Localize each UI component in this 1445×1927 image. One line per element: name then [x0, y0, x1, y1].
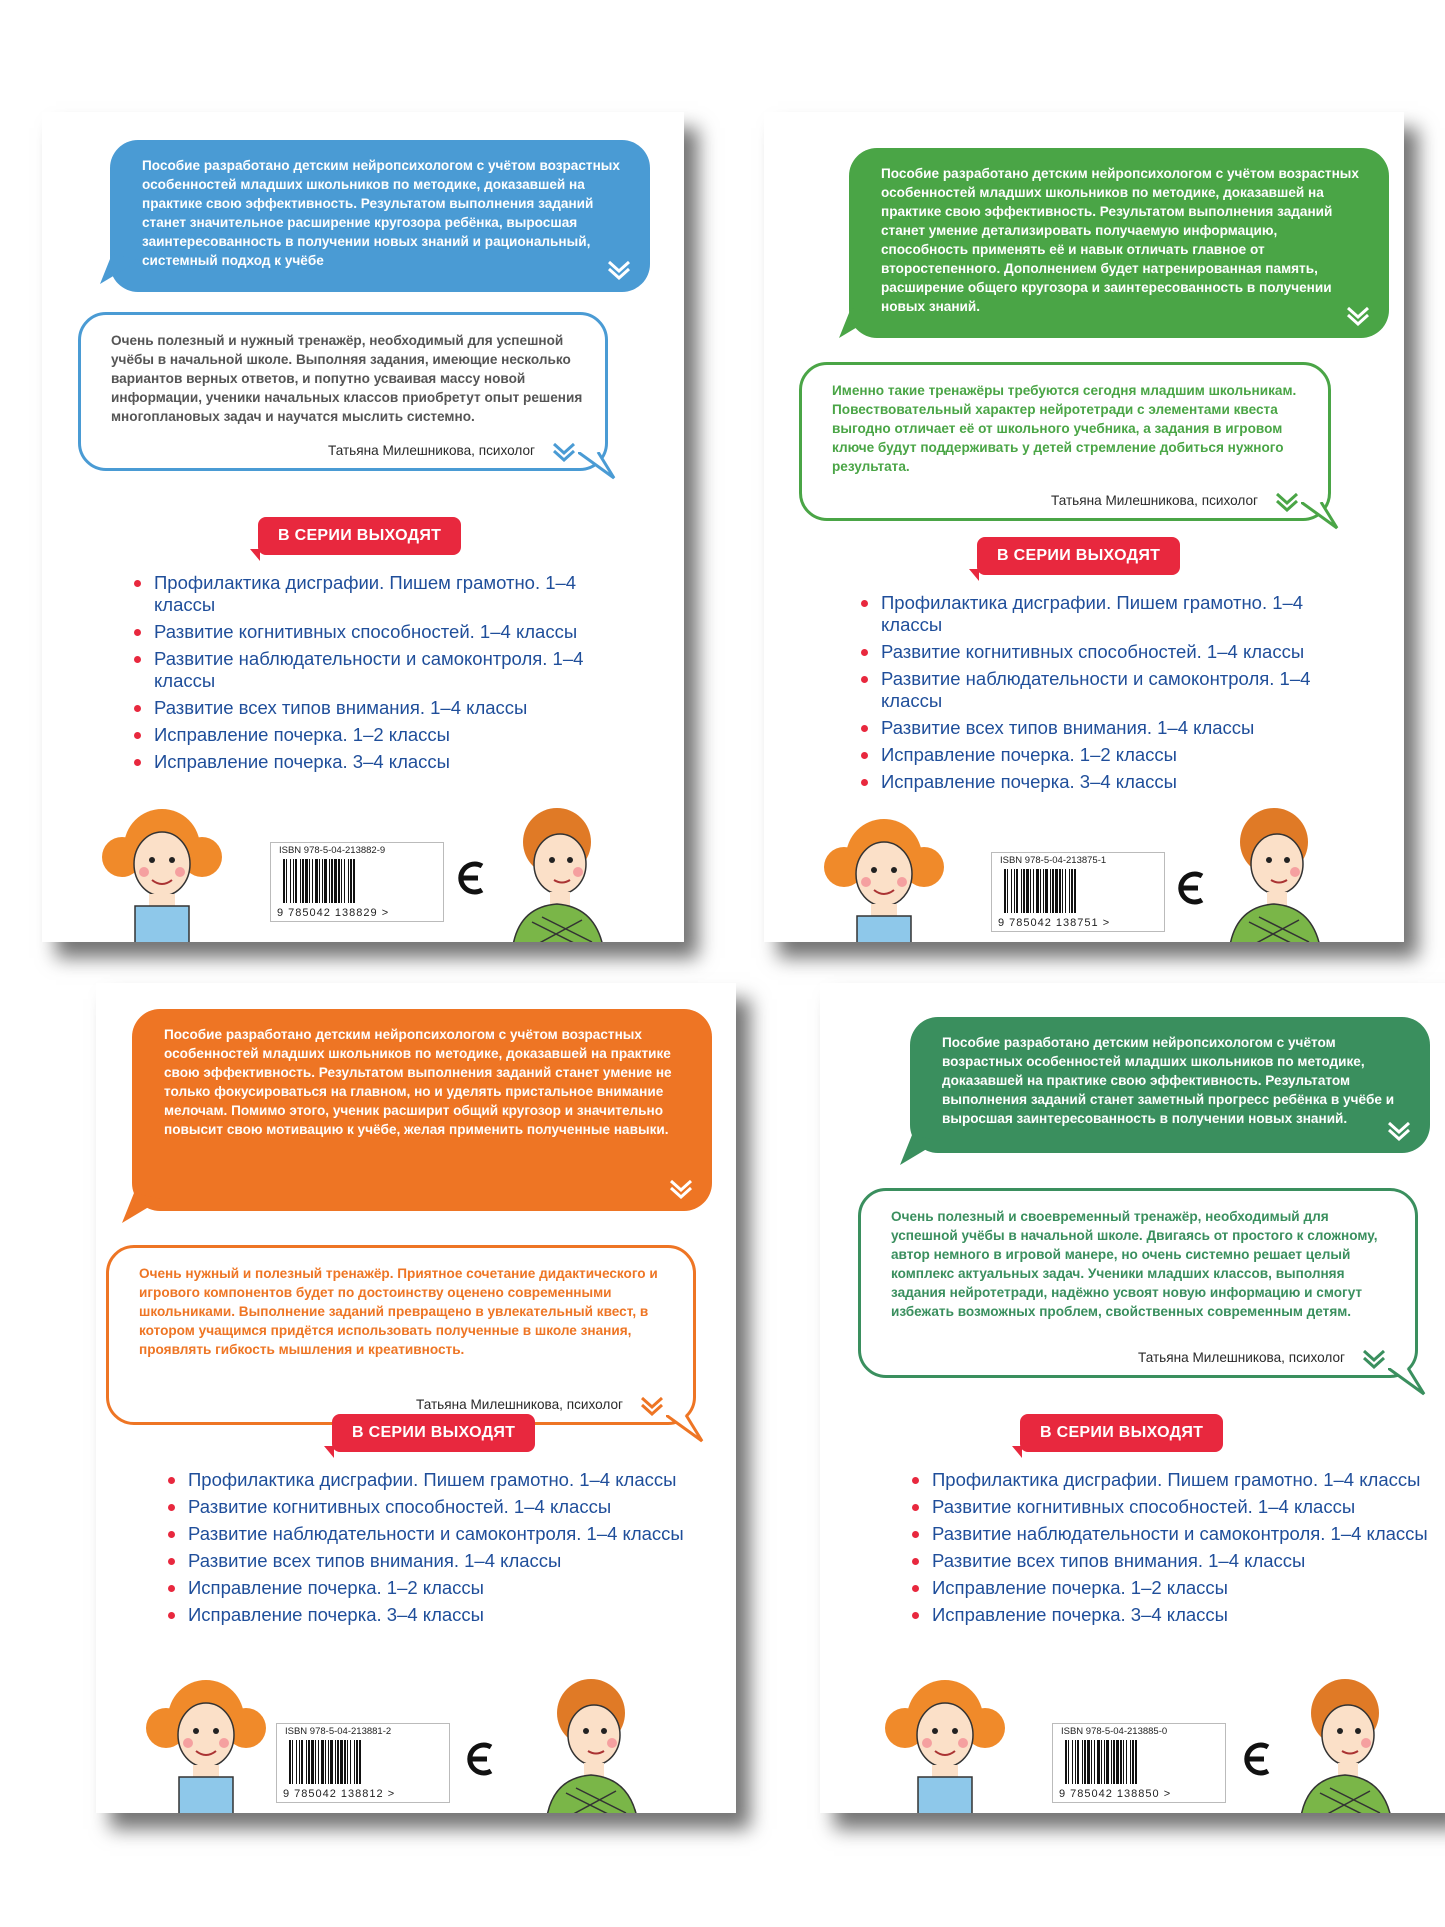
- series-item: Развитие когнитивных способностей. 1–4 классы: [859, 641, 1359, 663]
- series-item: Профилактика дисграфии. Пишем грамотно. 1–4 классы: [859, 592, 1359, 636]
- double-check-icon: [1361, 1347, 1387, 1369]
- boy-illustration: [1209, 802, 1339, 942]
- review-text: Очень полезный и нужный тренажёр, необходимый для успешной учёбы в начальной школе. Выполняя задания, имеющие несколько вариантов верных ответов, и попутно усваивая массу новой информации, ученики начальных классов приобретут опыт решения многоплановых задач и научатся мыслить системно.: [111, 333, 583, 424]
- barcode-icon: [283, 859, 433, 903]
- series-item: Профилактика дисграфии. Пишем грамотно. 1–4 классы: [910, 1469, 1430, 1491]
- publisher-logo-icon: [461, 1735, 501, 1783]
- review-author: Татьяна Милешникова, психолог: [328, 443, 535, 458]
- double-check-icon: [606, 258, 632, 280]
- isbn-text: ISBN 978-5-04-213881-2: [285, 1726, 392, 1737]
- review-bubble: [858, 1188, 1418, 1378]
- review-bubble: [799, 362, 1331, 521]
- description-text: Пособие разработано детским нейропсихологом с учётом возрастных особенностей младших школьников по методике, доказавшей на практике свою эффективность. Результатом выполнения заданий станет умение детализировать получаемую информацию, способность применять её и навык отличать главное от второстепенного. Дополнением будет натренированная память, расширение общего кругозора и заинтересованность в получении новых знаний.: [881, 166, 1359, 314]
- series-list: [166, 1469, 686, 1631]
- isbn-text: ISBN 978-5-04-213875-1: [1000, 855, 1107, 866]
- series-item: Исправление почерка. 3–4 классы: [166, 1604, 686, 1626]
- review-text: Очень полезный и своевременный тренажёр, необходимый для успешной учёбы в начальной школе. Двигаясь от простого к сложному, автор немного в игровой манере, но очень системно решает целый комплекс актуальных задач. Ученики младших классов, выполняя задания нейротетради, надёжно усвоят новую информацию и смогут избежать возможных проблем, свойственных современным детям.: [891, 1209, 1378, 1319]
- speech-tail: [1301, 502, 1341, 530]
- double-check-icon: [1274, 490, 1300, 512]
- series-item: Развитие наблюдательности и самоконтроля. 1–4 классы: [166, 1523, 686, 1545]
- publisher-logo-icon: [452, 854, 492, 902]
- speech-tail: [1388, 1368, 1428, 1396]
- series-item: Развитие когнитивных способностей. 1–4 классы: [910, 1496, 1430, 1518]
- description-text: Пособие разработано детским нейропсихологом с учётом возрастных особенностей младших школьников по методике, доказавшей на практике свою эффективность. Результатом выполнения заданий станет значительное расширение кругозора ребёнка, выросшая заинтересованность в получении новых знаний и рациональный, системный подход к учёбе: [142, 158, 620, 268]
- series-item: Развитие наблюдательности и самоконтроля. 1–4 классы: [859, 668, 1359, 712]
- speech-tail: [900, 1135, 940, 1165]
- boy-illustration: [492, 802, 622, 942]
- description-bubble: [910, 1017, 1430, 1153]
- double-check-icon: [668, 1177, 694, 1199]
- isbn-text: ISBN 978-5-04-213882-9: [279, 845, 386, 856]
- girl-illustration: [97, 802, 227, 942]
- series-list: [910, 1469, 1430, 1631]
- speech-tail: [578, 452, 618, 480]
- speech-tail: [839, 308, 879, 338]
- book-back-cover-green: [764, 112, 1404, 942]
- review-author: Татьяна Милешникова, психолог: [1051, 493, 1258, 508]
- series-list: [132, 572, 632, 778]
- series-item: Исправление почерка. 1–2 классы: [910, 1577, 1430, 1599]
- series-item: Исправление почерка. 1–2 классы: [132, 724, 632, 746]
- barcode-number: 9 785042 138751 >: [998, 917, 1111, 929]
- barcode-number: 9 785042 138850 >: [1059, 1788, 1172, 1800]
- description-bubble: [849, 148, 1389, 338]
- book-back-cover-blue: [42, 112, 684, 942]
- review-author: Татьяна Милешникова, психолог: [1138, 1350, 1345, 1365]
- book-back-cover-orange: [96, 983, 736, 1813]
- series-badge: В СЕРИИ ВЫХОДЯТ: [332, 1414, 535, 1452]
- girl-illustration: [880, 1673, 1010, 1813]
- series-item: Исправление почерка. 3–4 классы: [910, 1604, 1430, 1626]
- isbn-barcode: [1052, 1723, 1226, 1803]
- double-check-icon: [1386, 1119, 1412, 1141]
- barcode-icon: [1004, 869, 1154, 913]
- review-author: Татьяна Милешникова, психолог: [416, 1397, 623, 1412]
- girl-illustration: [141, 1673, 271, 1813]
- description-bubble: [132, 1009, 712, 1211]
- double-check-icon: [1345, 304, 1371, 326]
- speech-tail: [666, 1415, 706, 1443]
- series-item: Профилактика дисграфии. Пишем грамотно. 1–4 классы: [166, 1469, 686, 1491]
- series-item: Развитие всех типов внимания. 1–4 классы: [859, 717, 1359, 739]
- series-item: Развитие когнитивных способностей. 1–4 классы: [166, 1496, 686, 1518]
- series-item: Исправление почерка. 1–2 классы: [166, 1577, 686, 1599]
- description-text: Пособие разработано детским нейропсихологом с учётом возрастных особенностей младших школьников по методике, доказавшей на практике свою эффективность. Результатом выполнения заданий станет умение не только фокусироваться на главном, но и уделять пристальное внимание мелочам. Помимо этого, ученик расширит общий кругозор и значительно повысит свою мотивацию к учёбе, желая применить полученные навыки.: [164, 1027, 672, 1137]
- series-item: Исправление почерка. 3–4 классы: [859, 771, 1359, 793]
- speech-tail: [122, 1193, 162, 1223]
- barcode-number: 9 785042 138812 >: [283, 1788, 396, 1800]
- publisher-logo-icon: [1172, 864, 1212, 912]
- isbn-barcode: [276, 1723, 450, 1803]
- series-badge: В СЕРИИ ВЫХОДЯТ: [977, 537, 1180, 575]
- series-badge: В СЕРИИ ВЫХОДЯТ: [258, 517, 461, 555]
- series-item: Развитие наблюдательности и самоконтроля. 1–4 классы: [910, 1523, 1430, 1545]
- isbn-barcode: [991, 852, 1165, 932]
- series-item: Профилактика дисграфии. Пишем грамотно. 1–4 классы: [132, 572, 632, 616]
- description-bubble: [110, 140, 650, 292]
- speech-tail: [100, 254, 140, 284]
- boy-illustration: [526, 1673, 656, 1813]
- isbn-barcode: [270, 842, 444, 922]
- double-check-icon: [551, 440, 577, 462]
- series-item: Исправление почерка. 3–4 классы: [132, 751, 632, 773]
- series-item: Исправление почерка. 1–2 классы: [859, 744, 1359, 766]
- review-bubble: [78, 312, 608, 471]
- series-item: Развитие наблюдательности и самоконтроля. 1–4 классы: [132, 648, 632, 692]
- barcode-number: 9 785042 138829 >: [277, 907, 390, 919]
- girl-illustration: [819, 812, 949, 942]
- series-item: Развитие всех типов внимания. 1–4 классы: [132, 697, 632, 719]
- barcode-icon: [289, 1740, 439, 1784]
- description-text: Пособие разработано детским нейропсихологом с учётом возрастных особенностей младших школьников по методике, доказавшей на практике свою эффективность. Результатом выполнения заданий станет заметный прогресс ребёнка в учёбе и выросшая заинтересованность в получении новых знаний.: [942, 1035, 1395, 1126]
- isbn-text: ISBN 978-5-04-213885-0: [1061, 1726, 1168, 1737]
- series-list: [859, 592, 1359, 798]
- publisher-logo-icon: [1238, 1735, 1278, 1783]
- series-badge: В СЕРИИ ВЫХОДЯТ: [1020, 1414, 1223, 1452]
- boy-illustration: [1280, 1673, 1410, 1813]
- series-item: Развитие всех типов внимания. 1–4 классы: [910, 1550, 1430, 1572]
- barcode-icon: [1065, 1740, 1215, 1784]
- series-item: Развитие когнитивных способностей. 1–4 классы: [132, 621, 632, 643]
- review-text: Очень нужный и полезный тренажёр. Приятное сочетание дидактического и игрового компонентов будет по достоинству оценено современными школьниками. Выполнение заданий превращено в увлекательный квест, в котором учащимся придётся использовать полученные в школе знания, проявлять гибкость мышления и креативность.: [139, 1266, 658, 1357]
- double-check-icon: [639, 1394, 665, 1416]
- review-text: Именно такие тренажёры требуются сегодня младшим школьникам. Повествовательный характер нейротетради с элементами квеста выгодно отличает её от школьного учебника, а задания в игровом ключе будут поддерживать у детей стремление добиться нужного результата.: [832, 383, 1297, 474]
- series-item: Развитие всех типов внимания. 1–4 классы: [166, 1550, 686, 1572]
- book-back-cover-teal: [820, 983, 1445, 1813]
- review-bubble: [106, 1245, 696, 1425]
